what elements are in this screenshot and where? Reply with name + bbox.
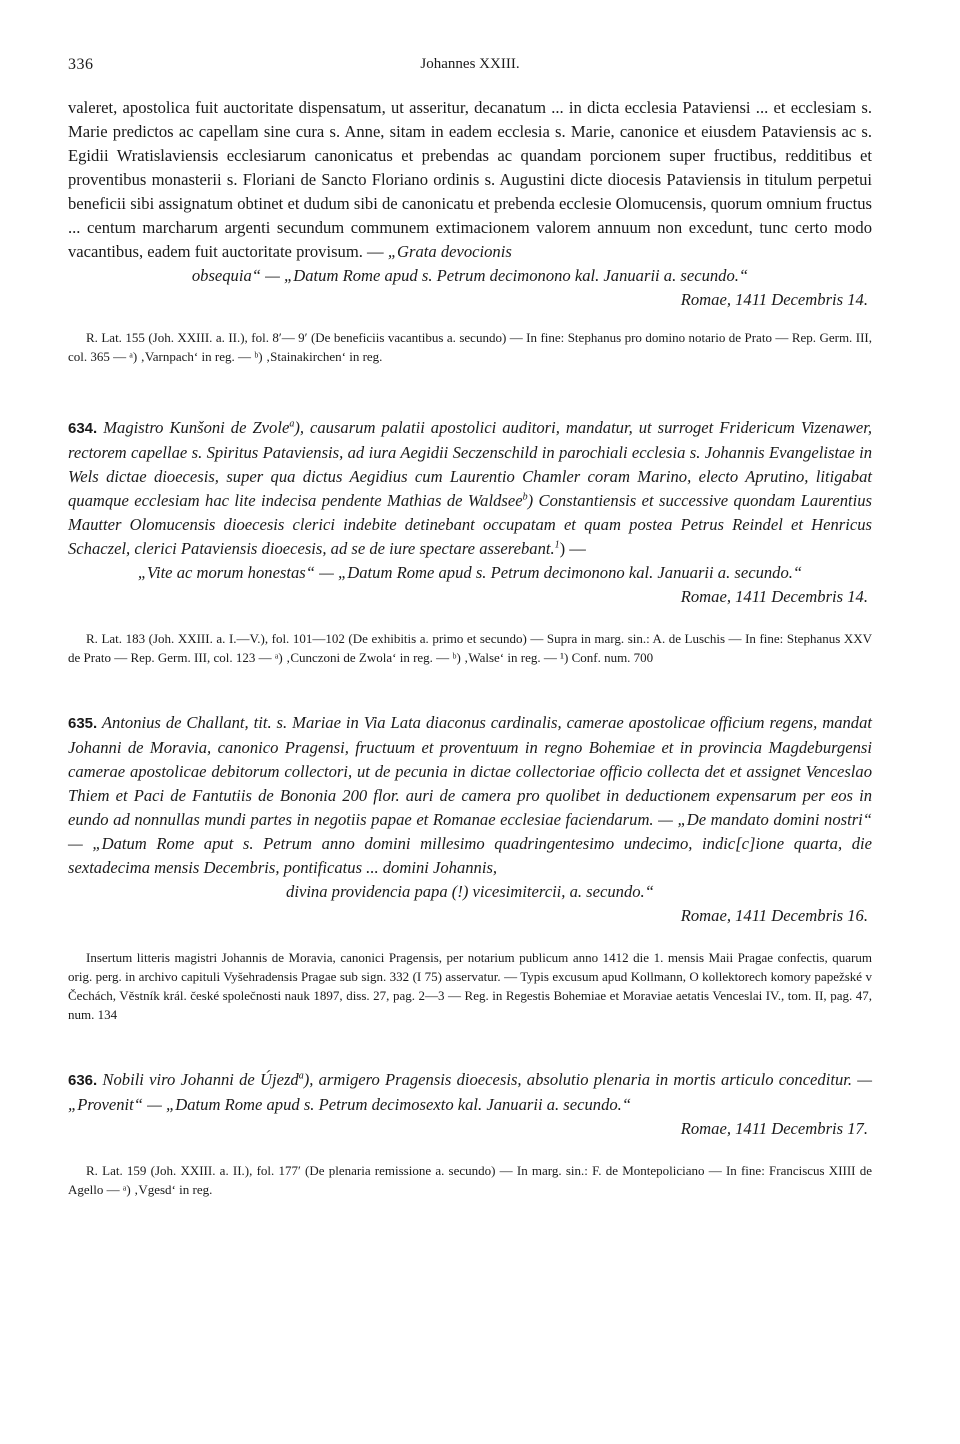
intro-section xyxy=(68,96,872,366)
entry-634-note: R. Lat. 183 (Joh. XXIII. a. I.—V.), fol. 101—102 (De exhibitis a. primo et secundo) — Supra in marg. sin.: A. de Luschis — In fine: Stephanus XXV de Prato — Rep. Germ. III, col. 123 — ᵃ) ‚Cunczoni de Zwola‘ in reg. — ᵇ) ‚Walse‘ in reg. — ¹) Conf. num. 700 xyxy=(68,631,872,665)
entry-634 xyxy=(68,416,872,667)
footnote-marker: a xyxy=(298,1070,304,1082)
entry-636-text-b: ), armigero Pragensis dioecesis, absolutio plenaria in mortis articulo conceditur. — „Provenit“ — „Datum Rome apud s. Petrum decimosexto kal. Januarii a. secundo.“ xyxy=(68,1070,872,1114)
intro-closing: obsequia“ — „Datum Rome apud s. Petrum decimonono kal. Januarii a. secundo.“ xyxy=(191,266,749,285)
entry-634-date: Romae, 1411 Decembris 14. xyxy=(680,587,868,606)
entry-634-text-a: Magistro Kunšoni de Zvole xyxy=(103,418,290,437)
entry-636-date: Romae, 1411 Decembris 17. xyxy=(680,1119,868,1138)
entry-636-note: R. Lat. 159 (Joh. XXIII. a. II.), fol. 177′ (De plenaria remissione a. secundo) — In marg. sin.: F. de Montepoliciano — In fine: Franciscus XIIII de Agello — ᵃ) ‚Vgesd‘ in reg. xyxy=(68,1163,872,1197)
entry-634-text-b: ), causarum palatii apostolici auditori, mandatur, ut surroget Fridericum Vizenawer, rectorem capellae s. Spiritus Pataviensis, ad iura Aegidii Seczenschild in parochiali ecclesia s. Johannis Evangelistae in Wels dictae dioecesis, super qua dictus Aegidius cum Laurentio Chamler coram Marino, electo Aprutino, litigabat quamque ecclesiam hac lite indecisa pendente Mathias de Waldsee xyxy=(68,418,873,510)
page-header xyxy=(68,56,872,84)
entry-635-text xyxy=(68,711,872,904)
entry-635 xyxy=(68,711,872,1024)
entry-636 xyxy=(68,1068,872,1199)
intro-paragraph xyxy=(68,96,872,288)
entry-635-date: Romae, 1411 Decembris 16. xyxy=(680,906,868,925)
running-title: Johannes XXIII. xyxy=(420,56,520,72)
intro-text: valeret, apostolica fuit auctoritate dispensatum, ut asseritur, decanatum ... in dicta ecclesia Pataviensi ... et ecclesiam s. Marie predictos ac capellam sine cura s. Anne, sitam in eadem ecclesia s. Marie, canonice et eiusdem Pataviensis ac s. Egidii Wratislaviensis ecclesiarum canonicatus et prebendas ac quandam porcionem super fructibus, redditibus et proventibus monasterii s. Floriani de Sancto Floriano ordinis s. Augustini dicte diocesis Pataviensis in titulum perpetui beneficii sibi assignatum obtinet et dudum sibi de canonicatu et prebenda ecclesie Olomucensis, quorum omnium fructus ... centum marcharum argenti secundum communem extimacionem valorem annuum non excedunt, tunc certo modo vacantibus, eadem fuit auctoritate provisum. — xyxy=(68,98,872,261)
entry-634-text-c: ) Constantiensis et successive quondam Laurentius Mautter Olomucensis dioecesis clerici indebite detinebant occupatam et quam postea Petrus Reindel et Henricus Schaczel, clerici Pataviensis dioecesis, ad se de iure spectare asserebant. xyxy=(68,491,872,558)
entry-634-closing: „Vite ac morum honestas“ — „Datum Rome apud s. Petrum decimonono kal. Januarii a. secundo.“ xyxy=(137,563,803,582)
entry-number: 634. xyxy=(68,420,98,437)
entry-634-text xyxy=(68,416,872,585)
entry-636-text xyxy=(68,1068,872,1117)
intro-note: R. Lat. 155 (Joh. XXIII. a. II.), fol. 8′— 9′ (De beneficiis vacantibus a. secundo) — In fine: Stephanus pro domino notario de Prato — Rep. Germ. III, col. 365 — ᵃ) ‚Varnpach‘ in reg. — ᵇ) ‚Stainakirchen‘ in reg. xyxy=(68,330,872,364)
entry-636-text-a: Nobili viro Johanni de Újezd xyxy=(102,1070,299,1089)
entry-number: 635. xyxy=(68,715,98,732)
entry-634-text-d: ) — xyxy=(559,539,586,558)
entry-635-text-body: Antonius de Challant, tit. s. Mariae in Via Lata diaconus cardinalis, camerae apostolicae officium regens, mandat Johanni de Moravia, canonico Pragensi, fructuum et proventuum in regno Bohemiae et in provincia Magdeburgensi camerae apostolicae debitorum collectori, ut de pecunia in dictae collectoriae officio collecta det et assignet Venceslao Thiem et Paci de Fantutiis de Bononia 200 flor. auri de camera pro quolibet in deductionem expensarum per eos in eundo ad nonnullas mundi partes in negotiis papae et Romanae ecclesiae faciendarum. — „De mandato domini nostri“ — „Datum Rome aput s. Petrum anno domini millesimo quadringentesimo undecimo, indic[c]ione quarta, die sextadecima mensis Decembris, pontificatus ... domini Johannis, xyxy=(68,713,872,877)
intro-date: Romae, 1411 Decembris 14. xyxy=(680,290,868,309)
entry-635-closing: divina providencia papa (!) vicesimitercii, a. secundo.“ xyxy=(286,882,654,901)
entry-635-note: Insertum litteris magistri Johannis de Moravia, canonici Pragensis, per notarium publicum anno 1412 die 1. mensis Maii Pragae confectis, quarum orig. perg. in archivo capituli Vyšehradensis Pragae sub sign. 332 (I 75) asservatur. — Typis excusum apud Kollmann, O kollektorech komory papežské v Čechách, Věstník král. české společnosti nauk 1897, diss. 27, pag. 2—3 — Reg. in Regestis Bohemiae et Moraviae aetatis Venceslai IV., tom. II, pag. 47, num. 134 xyxy=(68,950,872,1022)
footnote-marker: 1 xyxy=(554,539,560,551)
footnote-marker: a xyxy=(289,418,295,430)
intro-incipit: „Grata devocionis xyxy=(387,242,512,261)
page-number: 336 xyxy=(68,56,94,73)
footnote-marker: b xyxy=(522,491,528,503)
entry-number: 636. xyxy=(68,1072,98,1089)
